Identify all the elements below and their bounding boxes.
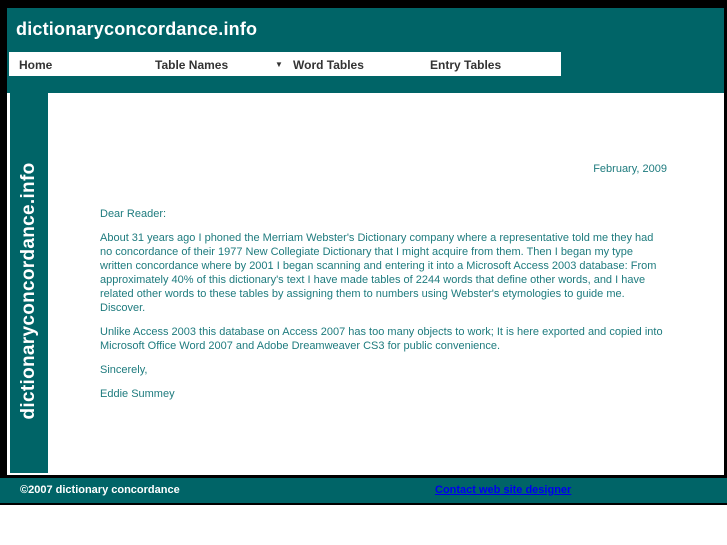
copyright-text: ©2007 dictionary concordance bbox=[20, 484, 180, 496]
letter-date: February, 2009 bbox=[593, 163, 667, 175]
letter-body bbox=[100, 93, 667, 411]
site-title: dictionaryconcordance.info bbox=[16, 19, 258, 39]
letter-closing: Sincerely, bbox=[100, 364, 148, 376]
letter-salutation: Dear Reader: bbox=[100, 208, 167, 220]
nav-item-table-names[interactable]: Table Names bbox=[155, 58, 229, 72]
nav-item-entry-tables[interactable]: Entry Tables bbox=[430, 58, 502, 72]
contact-designer-link[interactable]: Contact web site designer bbox=[435, 484, 572, 496]
site-footer bbox=[0, 478, 727, 503]
chevron-down-icon[interactable]: ▼ bbox=[275, 60, 283, 69]
sidebar-vertical-title: dictionaryconcordance.info bbox=[18, 162, 39, 420]
content-area bbox=[7, 93, 724, 475]
main-navbar bbox=[9, 52, 561, 76]
nav-item-home[interactable]: Home bbox=[19, 58, 53, 72]
letter-signature: Eddie Summey bbox=[100, 388, 175, 400]
nav-item-word-tables[interactable]: Word Tables bbox=[293, 58, 364, 72]
site-header bbox=[7, 8, 724, 93]
letter-paragraph: Unlike Access 2003 this database on Access 2007 has too many objects to work; It is here exported and copied into Microsoft Office Word 2007 and Adobe Dreamweaver CS3 for public convenience. bbox=[100, 326, 663, 352]
sidebar-banner bbox=[10, 93, 48, 473]
letter-paragraph: About 31 years ago I phoned the Merriam Webster's Dictionary company where a representative told me they had no concordance of their 1977 New Collegiate Dictionary that I might acquire from them. Then I began my type written concordance where by 2001 I began scanning and entering it into a Microsoft Access 2003 database: From approximately 40% of this dictionary's text I have made tables of 2244 words that define other words, and I have related other words to these tables by assigning them to numbers using Webster's etymologies to guide me. Discover. bbox=[100, 232, 657, 314]
